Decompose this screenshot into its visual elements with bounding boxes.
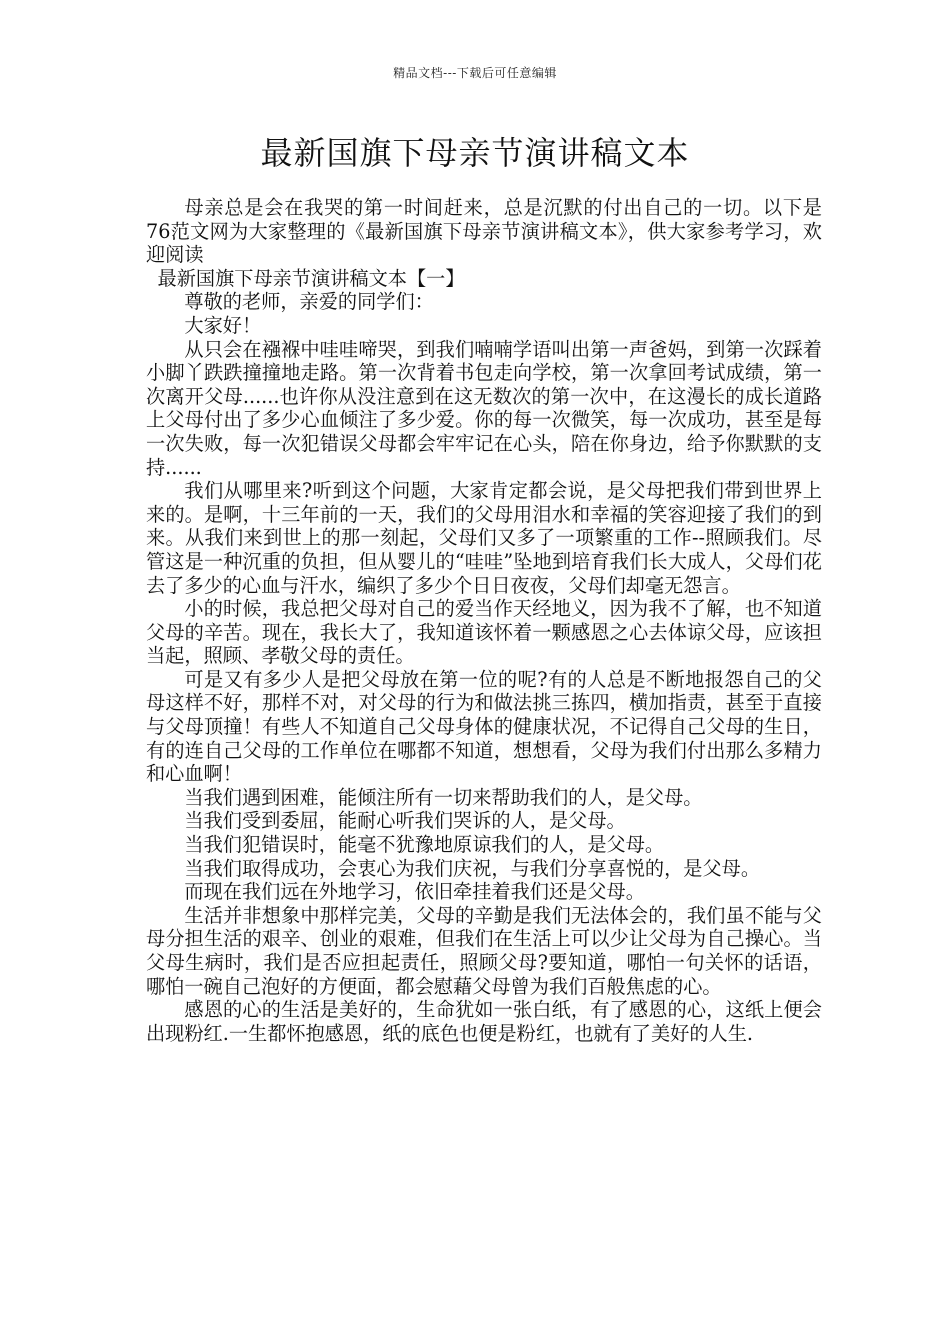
body-paragraph: 而现在我们远在外地学习，依旧牵挂着我们还是父母。 (184, 880, 645, 904)
intro-paragraph: 母亲总是会在我哭的第一时间赶来，总是沉默的付出自己的一切。以下是76范文网为大家整理的《最新国旗下母亲节演讲稿文本》，供大家参考学习，欢迎阅读 (146, 196, 822, 267)
body-paragraph: 当我们受到委屈，能耐心听我们哭诉的人，是父母。 (184, 809, 626, 833)
body-paragraph: 当我们取得成功，会衷心为我们庆祝，与我们分享喜悦的，是父母。 (184, 856, 761, 880)
document-body (146, 196, 822, 1045)
body-paragraph: 当我们犯错误时，能毫不犹豫地原谅我们的人，是父母。 (184, 833, 665, 857)
section-heading: 最新国旗下母亲节演讲稿文本【一】 (157, 266, 465, 290)
closing-paragraph: 感恩的心的生活是美好的，生命犹如一张白纸，有了感恩的心，这纸上便会出现粉红.一生都怀抱感恩，纸的底色也便是粉红，也就有了美好的人生. (146, 998, 822, 1045)
body-paragraph: 当我们遇到困难，能倾注所有一切来帮助我们的人，是父母。 (184, 785, 703, 809)
greeting: 大家好！ (184, 313, 262, 337)
salutation: 尊敬的老师，亲爱的同学们： (184, 290, 434, 314)
body-paragraph: 从只会在襁褓中哇哇啼哭，到我们喃喃学语叫出第一声爸妈，到第一次踩着小脚丫跌跌撞撞地走路。第一次背着书包走向学校，第一次拿回考试成绩，第一次离开父母......也许你从没注意到在这无数次的第一次中，在这漫长的成长道路上父母付出了多少心血倾注了多少爱。你的每一次微笑，每一次成功，甚至是每一次失败，每一次犯错误父母都会牢牢记在心头，陪在你身边，给予你默默的支持...... (146, 337, 822, 479)
body-paragraph: 生活并非想象中那样完美，父母的辛勤是我们无法体会的，我们虽不能与父母分担生活的艰辛、创业的艰难，但我们在生活上可以少让父母为自己操心。当父母生病时，我们是否应担起责任，照顾父母?要知道，哪怕一句关怀的话语，哪怕一碗自己泡好的方便面，都会慰藉父母曾为我们百般焦虑的心。 (146, 903, 822, 998)
page-header-note: 精品文档---下载后可任意编辑 (393, 66, 557, 80)
body-paragraph: 小的时候，我总把父母对自己的爱当作天经地义，因为我不了解，也不知道父母的辛苦。现在，我长大了，我知道该怀着一颗感恩之心去体谅父母，应该担当起，照顾、孝敬父母的责任。 (146, 597, 822, 668)
body-paragraph: 可是又有多少人是把父母放在第一位的呢?有的人总是不断地报怨自己的父母这样不好，那样不对，对父母的行为和做法挑三拣四，横加指责，甚至于直接与父母顶撞！有些人不知道自己父母身体的健康状况，不记得自己父母的生日，有的连自己父母的工作单位在哪都不知道，想想看，父母为我们付出那么多精力和心血啊！ (146, 667, 822, 786)
document-title: 最新国旗下母亲节演讲稿文本 (260, 134, 690, 172)
body-paragraph: 我们从哪里来?听到这个问题，大家肯定都会说，是父母把我们带到世界上来的。是啊，十三年前的一天，我们的父母用泪水和幸福的笑容迎接了我们的到来。从我们来到世上的那一刻起，父母们又多了一项繁重的工作--照顾我们。尽管这是一种沉重的负担，但从婴儿的“哇哇”坠地到培育我们长大成人，父母们花去了多少的心血与汗水，编织了多少个日日夜夜，父母们却毫无怨言。 (146, 479, 822, 597)
